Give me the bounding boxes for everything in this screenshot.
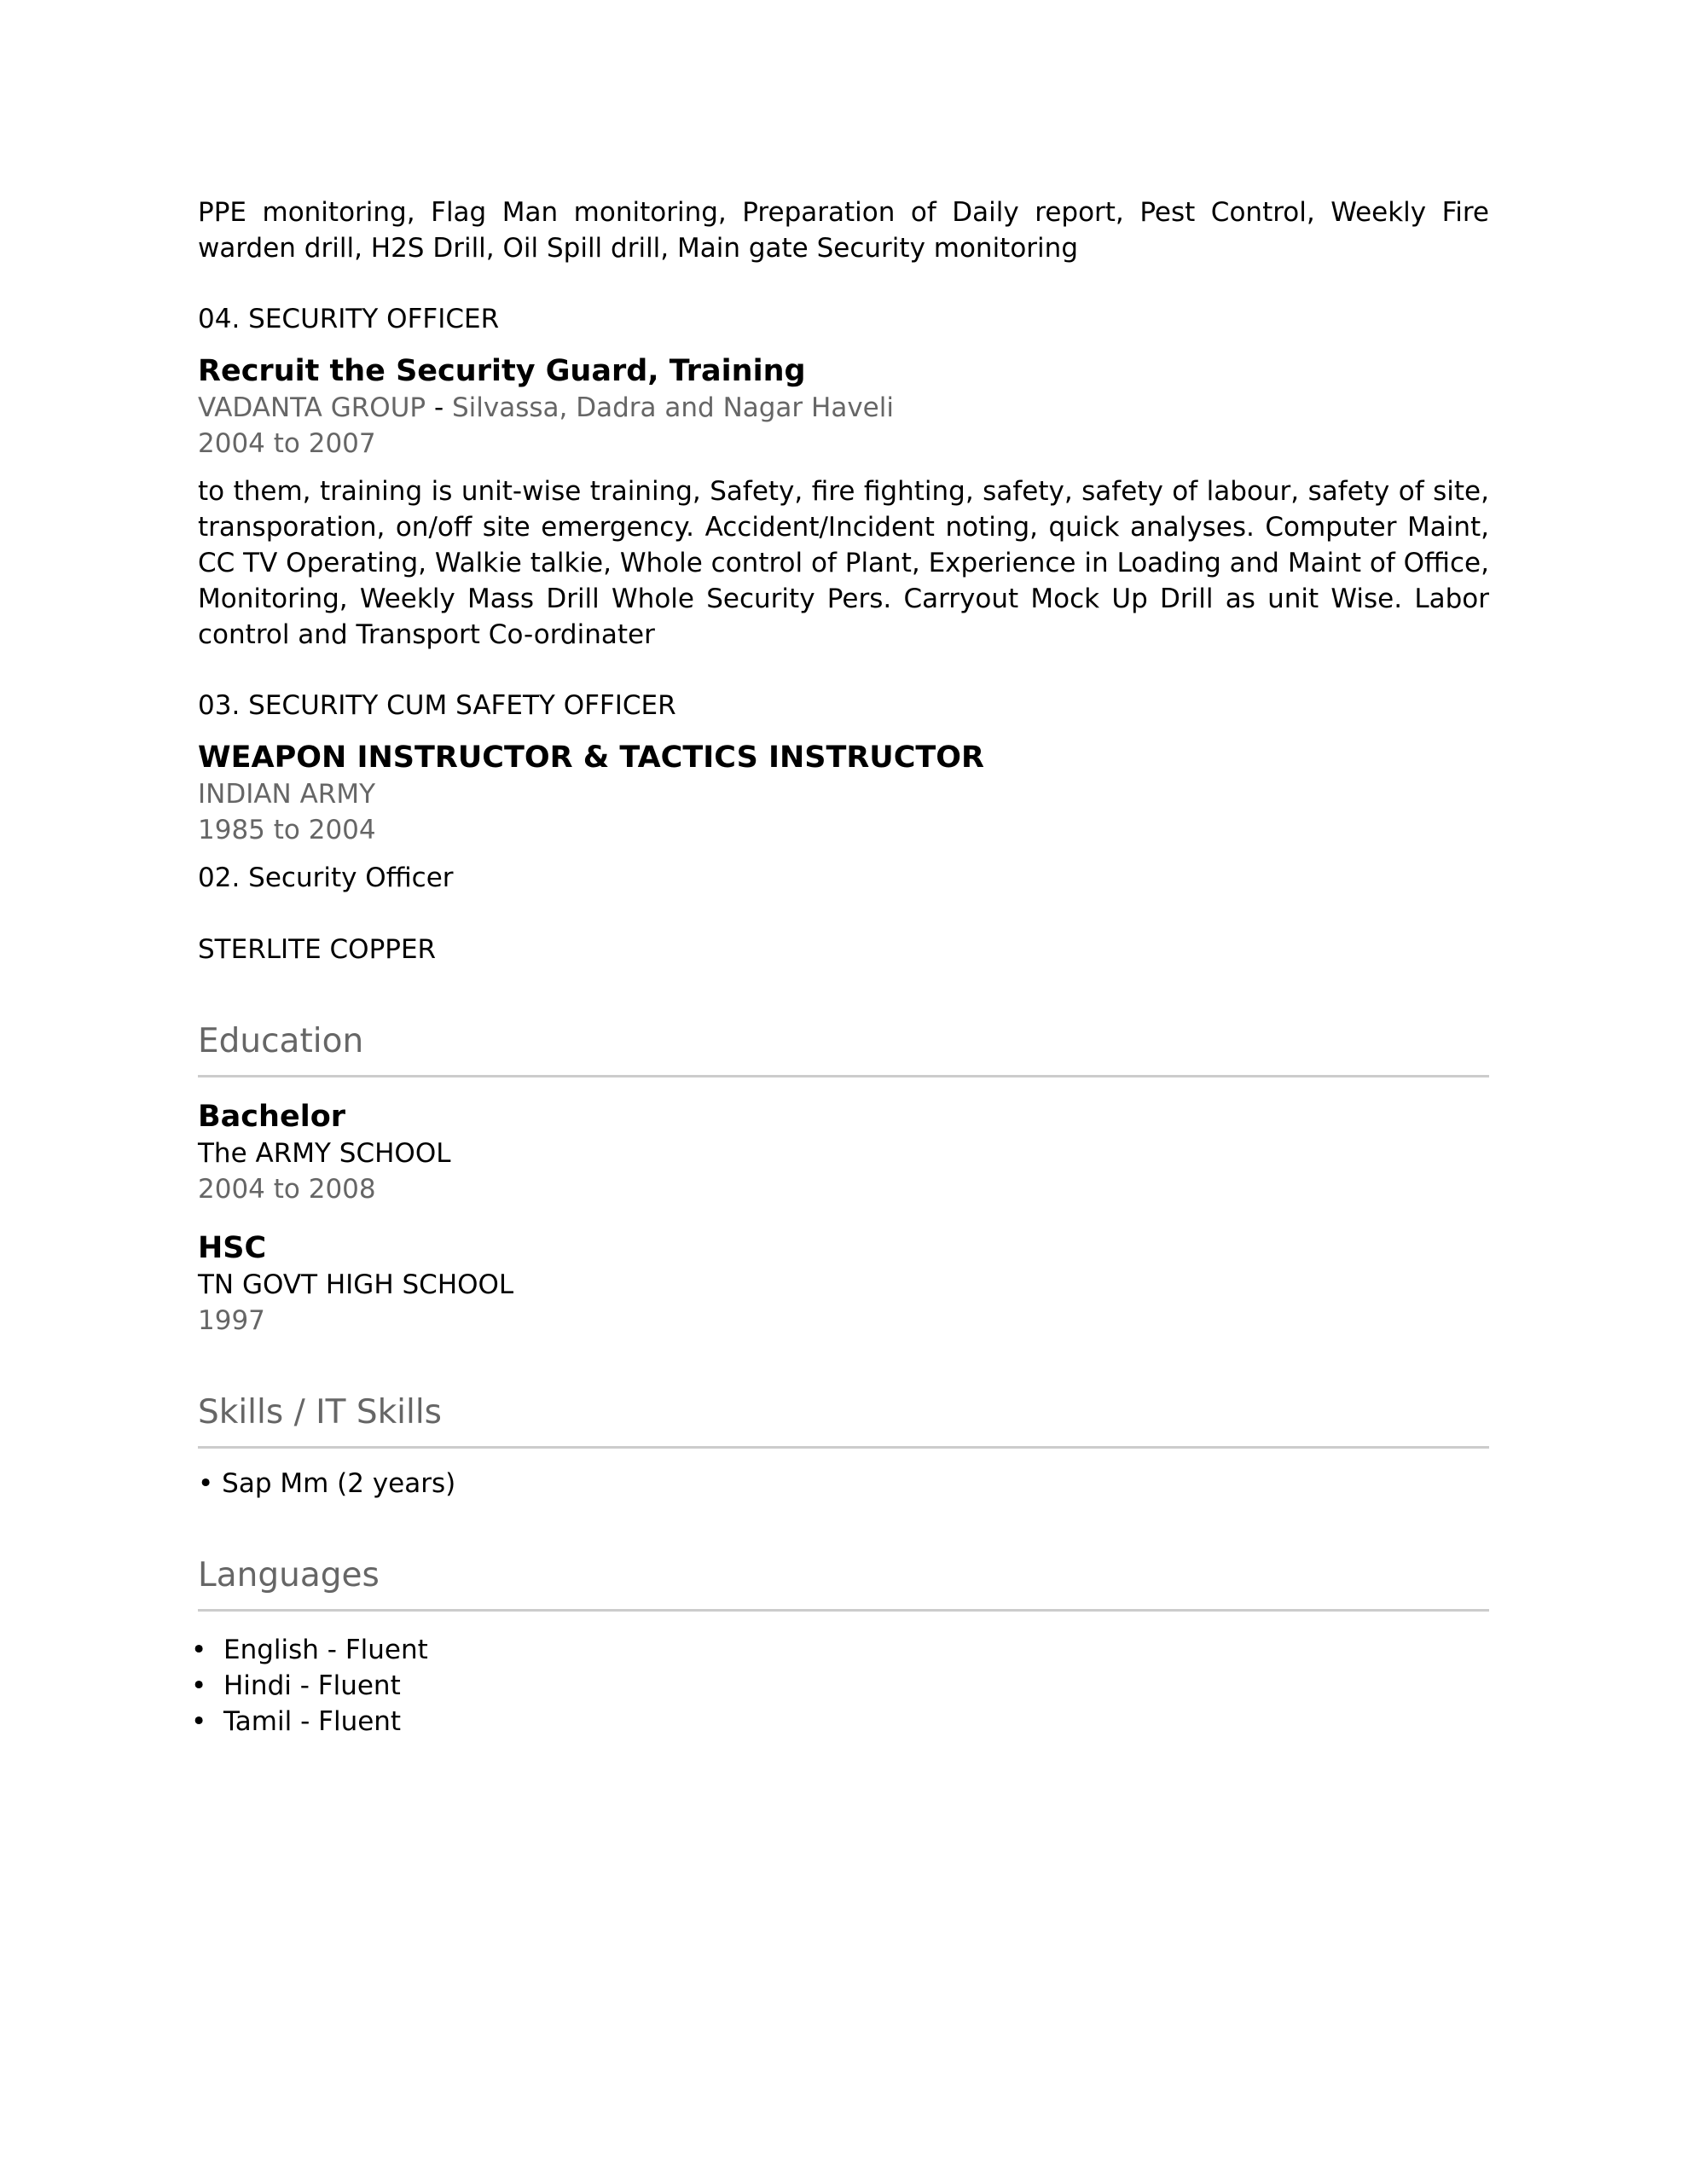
job-description: to them, training is unit-wise training, Safety, fire fighting, safety, safety of labour, safety of site, transporation, on/off site emergency. Accident/Incident noting, quick analyses. Computer Maint, CC TV Operating, Walkie talkie, Whole control of Plant, Experience in Loading and Maint of Office, Monitoring, Weekly Mass Drill Whole Security Pers. Carryout Mock Up Drill as unit Wise. Labor control and Transport Co-ordinater [198, 476, 1489, 650]
bullet-icon: • [191, 1706, 207, 1737]
education-degree: HSC [198, 1231, 267, 1265]
job-title: WEAPON INSTRUCTOR & TACTICS INSTRUCTOR [198, 741, 984, 775]
skills-section [198, 1391, 1489, 1502]
job-company-line [198, 390, 1489, 426]
job-company: VADANTA GROUP [198, 392, 426, 423]
skills-list [198, 1466, 1489, 1502]
skills-heading: Skills / IT Skills [198, 1391, 1489, 1449]
language-item [191, 1668, 1489, 1704]
education-school: The ARMY SCHOOL [198, 1138, 451, 1169]
skill-item: • Sap Mm (2 years) [198, 1468, 456, 1499]
bullet-icon: • [191, 1670, 207, 1701]
language-label: Tamil - Fluent [223, 1706, 402, 1737]
job-heading: 03. SECURITY CUM SAFETY OFFICER [198, 690, 676, 721]
languages-list [191, 1632, 1489, 1740]
language-label: English - Fluent [223, 1635, 428, 1665]
education-heading: Education [198, 1020, 1489, 1077]
education-dates: 1997 [198, 1305, 265, 1336]
language-item [191, 1704, 1489, 1740]
job-location: Silvassa, Dadra and Nagar Haveli [452, 392, 894, 423]
trailing-company: STERLITE COPPER [198, 934, 437, 965]
language-label: Hindi - Fluent [223, 1670, 401, 1701]
education-dates: 2004 to 2008 [198, 1174, 376, 1205]
job-dates: 1985 to 2004 [198, 815, 376, 845]
job-company: INDIAN ARMY [198, 779, 376, 810]
education-degree: Bachelor [198, 1100, 346, 1134]
education-school: TN GOVT HIGH SCHOOL [198, 1269, 514, 1300]
intro-text: PPE monitoring, Flag Man monitoring, Preparation of Daily report, Pest Control, Weekly Fire warden drill, H2S Drill, Oil Spill drill, Main gate Security monitoring [198, 197, 1489, 264]
resume-page [191, 195, 1489, 1740]
language-item [191, 1632, 1489, 1668]
bullet-icon: • [191, 1635, 207, 1665]
company-location-separator: - [426, 392, 452, 423]
languages-section [191, 1554, 1489, 1740]
job-title: Recruit the Security Guard, Training [198, 354, 806, 388]
job-description: 02. Security Officer [198, 863, 454, 893]
education-section [198, 1020, 1489, 1339]
job-heading: 04. SECURITY OFFICER [198, 304, 500, 334]
languages-heading: Languages [198, 1554, 1489, 1612]
job-dates: 2004 to 2007 [198, 428, 376, 459]
